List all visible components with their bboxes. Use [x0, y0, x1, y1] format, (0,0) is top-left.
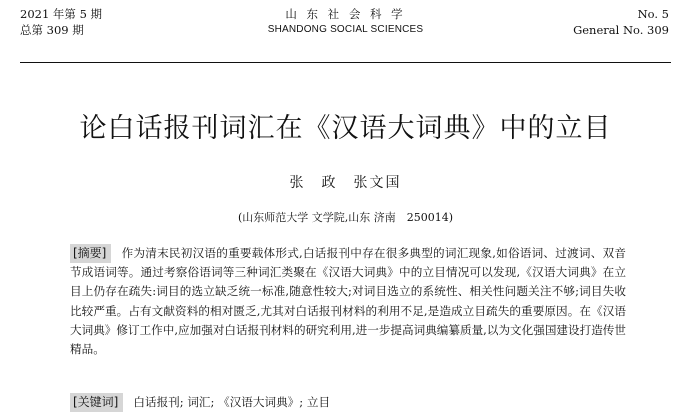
abstract-label: [摘要]: [70, 244, 111, 263]
keywords: [70, 393, 626, 412]
issue-number: 2021 年第 5 期: [20, 7, 103, 21]
article-authors: 张 政 张文国: [289, 175, 402, 191]
issue-number-en: No. 5: [637, 7, 669, 21]
header-rule: [20, 62, 671, 63]
abstract-text: 作为清末民初汉语的重要载体形式,白话报刊中存在很多典型的词汇现象,如俗语词、过渡词、双音节成语词等。通过考察俗语词等三种词汇类聚在《汉语大词典》中的立目情况可以发现,《汉语大词典》在立目上仍存在疏失:词目的选立缺乏统一标准,随意性较大;对词目选立的系统性、相关性问题关注不够;词目失收比较严重。占有文献资料的相对匮乏,尤其对白话报刊材料的利用不足,是造成立目疏失的重要原因。在《汉语大词典》修订工作中,应加强对白话报刊材料的研究利用,进一步提高词典编纂质量,以为文化强国建设打造传世精品。: [70, 246, 626, 357]
journal-name-en: SHANDONG SOCIAL SCIENCES: [267, 24, 424, 35]
keywords-text: 白话报刊; 词汇; 《汉语大词典》; 立目: [133, 395, 331, 409]
author-affiliation: (山东师范大学 文学院,山东 济南 250014): [237, 211, 454, 224]
abstract: [70, 244, 626, 359]
journal-name-cn: 山 东 社 会 科 学: [285, 7, 406, 21]
journal-header: [0, 0, 691, 64]
article-title: 论白话报刊词汇在《汉语大词典》中的立目: [79, 113, 612, 144]
general-issue-number: 总第 309 期: [20, 23, 84, 37]
keywords-label: [关键词]: [70, 393, 123, 412]
general-issue-number-en: General No. 309: [573, 23, 669, 37]
issue-info-en: [573, 6, 669, 38]
